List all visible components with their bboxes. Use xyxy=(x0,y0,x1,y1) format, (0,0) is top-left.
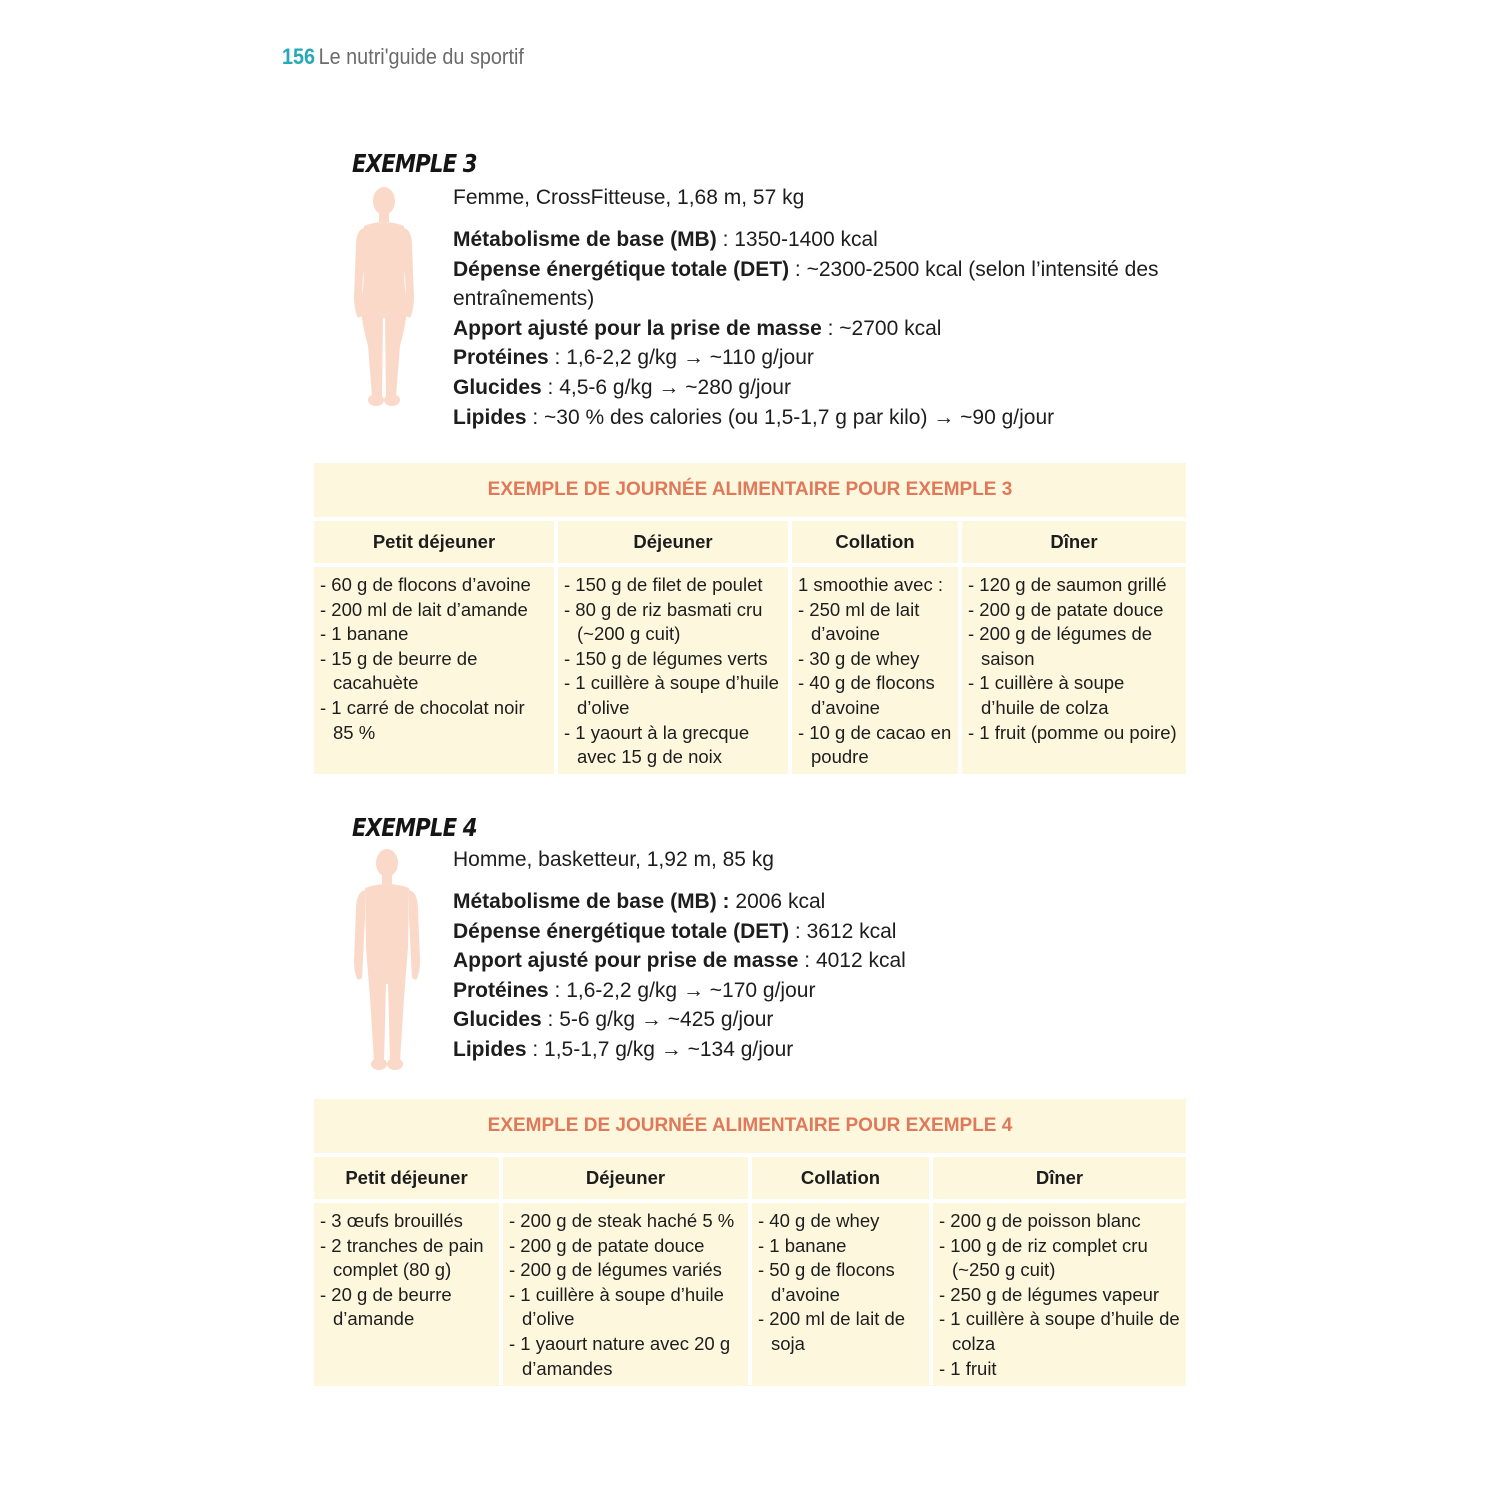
stat-label: Protéines xyxy=(453,978,549,1002)
stat-label: Protéines xyxy=(453,346,549,370)
stat-value: : 4012 kcal xyxy=(798,949,906,973)
meal-table-example-3 xyxy=(314,463,1186,774)
stat-line xyxy=(453,403,1193,433)
list-item: - 200 g de patate douce xyxy=(968,598,1164,620)
stat-line xyxy=(453,314,1193,344)
meal-column-dinner xyxy=(933,1157,1186,1385)
profile-info xyxy=(453,183,1193,432)
stat-value: : 3612 kcal xyxy=(789,919,897,943)
stat-line xyxy=(453,225,1193,255)
stat-label: Métabolisme de base (MB) xyxy=(453,228,717,251)
stat-value: : 1350-1400 kcal xyxy=(716,228,878,251)
list-item: - 200 g de steak haché 5 % xyxy=(509,1210,735,1231)
column-header: Petit déjeuner xyxy=(314,521,554,567)
stat-value: : 1,5-1,7 g/kg → ~134 g/jour xyxy=(526,1037,794,1061)
list-item: - 100 g de riz complet cru (~250 g cuit) xyxy=(939,1234,1148,1281)
column-header: Collation xyxy=(792,521,958,567)
list-item: - 1 fruit xyxy=(939,1357,997,1379)
list-item: - 1 carré de chocolat noir 85 % xyxy=(320,696,525,743)
list-item: - 1 banane xyxy=(758,1234,847,1256)
list-item: - 1 yaourt à la grecque avec 15 g de noix xyxy=(564,721,750,768)
list-item: - 200 ml de lait de soja xyxy=(758,1308,906,1354)
list-item: - 10 g de cacao en poudre xyxy=(798,721,952,768)
list-item: - 200 g de poisson blanc xyxy=(939,1210,1141,1231)
stat-line xyxy=(453,1005,1193,1035)
list-item: - 250 g de légumes vapeur xyxy=(939,1283,1160,1305)
stat-line xyxy=(453,917,1193,947)
list-item: - 40 g de whey xyxy=(758,1210,880,1231)
profile-subtitle: Femme, CrossFitteuse, 1,68 m, 57 kg xyxy=(453,186,805,209)
list-item: - 1 yaourt nature avec 20 g d’amandes xyxy=(509,1332,731,1379)
stat-line xyxy=(453,343,1193,373)
stat-value: : ~30 % des calories (ou 1,5-1,7 g par kilo) → ~90 g/jour xyxy=(526,405,1055,429)
meal-table-title: EXEMPLE DE JOURNÉE ALIMENTAIRE POUR EXEMPLE 3 xyxy=(314,463,1186,521)
list-item: - 200 g de légumes de saison xyxy=(968,623,1153,669)
stat-label: Lipides xyxy=(453,405,527,429)
stat-label: Glucides xyxy=(453,1008,542,1032)
list-item: - 120 g de saumon grillé xyxy=(968,574,1167,595)
list-item: - 250 ml de lait d’avoine xyxy=(798,598,920,645)
example-title: EXEMPLE 4 xyxy=(352,813,477,842)
female-body-icon xyxy=(352,186,416,410)
stat-label: Apport ajusté pour la prise de masse xyxy=(453,316,822,340)
list-intro: 1 smoothie avec : xyxy=(798,574,943,595)
stat-label: Lipides xyxy=(453,1037,527,1061)
stat-value: 2006 kcal xyxy=(729,890,826,913)
column-header: Déjeuner xyxy=(558,521,788,567)
list-item: - 40 g de flocons d’avoine xyxy=(798,672,935,718)
stat-value: : 4,5-6 g/kg → ~280 g/jour xyxy=(541,375,791,399)
stat-value: : 1,6-2,2 g/kg → ~110 g/jour xyxy=(548,346,814,370)
list-item: - 150 g de filet de poulet xyxy=(564,574,763,595)
profile-subtitle: Homme, basketteur, 1,92 m, 85 kg xyxy=(453,848,774,871)
list-item: - 2 tranches de pain complet (80 g) xyxy=(320,1234,484,1281)
stat-line xyxy=(453,1035,1193,1065)
list-item: - 200 ml de lait d’amande xyxy=(320,598,528,620)
list-item: - 20 g de beurre d’amande xyxy=(320,1283,452,1330)
example-title: EXEMPLE 3 xyxy=(352,149,477,178)
example-4 xyxy=(352,812,1192,1082)
stat-value: : 1,6-2,2 g/kg → ~170 g/jour xyxy=(548,978,816,1002)
stat-value: : 5-6 g/kg → ~425 g/jour xyxy=(541,1008,774,1032)
list-item: - 150 g de légumes verts xyxy=(564,647,768,669)
stat-value: : ~2300-2500 kcal (selon l’intensité des entraînements) xyxy=(453,257,1159,311)
column-header: Petit déjeuner xyxy=(314,1157,499,1203)
list-item: - 50 g de flocons d’avoine xyxy=(758,1259,895,1305)
meal-column-snack xyxy=(792,521,962,774)
male-body-icon xyxy=(352,848,416,1072)
list-item: - 30 g de whey xyxy=(798,647,920,669)
meal-table-title: EXEMPLE DE JOURNÉE ALIMENTAIRE POUR EXEMPLE 4 xyxy=(314,1099,1186,1157)
column-header: Déjeuner xyxy=(503,1157,748,1203)
stat-line xyxy=(453,887,1193,917)
meal-column-breakfast xyxy=(314,521,558,774)
stat-line xyxy=(453,976,1193,1006)
column-header: Dîner xyxy=(962,521,1186,567)
meal-table-example-4 xyxy=(314,1099,1186,1386)
list-item: - 200 g de légumes variés xyxy=(509,1259,722,1281)
stat-label: Métabolisme de base (MB) : xyxy=(453,890,730,913)
column-header: Dîner xyxy=(933,1157,1186,1203)
stat-line xyxy=(453,373,1193,403)
meal-columns xyxy=(314,521,1186,774)
meal-column-snack xyxy=(752,1157,933,1385)
meal-column-lunch xyxy=(558,521,792,774)
list-item: - 3 œufs brouillés xyxy=(320,1210,463,1231)
list-item: - 1 cuillère à soupe d’huile d’olive xyxy=(564,672,779,718)
stat-label: Glucides xyxy=(453,375,542,399)
stat-line xyxy=(453,255,1193,314)
book-title: Le nutri'guide du sportif xyxy=(318,44,524,69)
list-item: - 1 fruit (pomme ou poire) xyxy=(968,721,1177,743)
example-3 xyxy=(352,148,1192,448)
running-head xyxy=(282,44,524,70)
meal-columns xyxy=(314,1157,1186,1385)
stat-line xyxy=(453,946,1193,976)
list-item: - 15 g de beurre de cacahuète xyxy=(320,647,478,694)
list-item: - 200 g de patate douce xyxy=(509,1234,705,1256)
list-item: - 80 g de riz basmati cru (~200 g cuit) xyxy=(564,598,763,645)
page-number: 156 xyxy=(282,44,316,69)
list-item: - 1 banane xyxy=(320,623,409,645)
meal-column-lunch xyxy=(503,1157,752,1385)
meal-column-breakfast xyxy=(314,1157,503,1385)
list-item: - 1 cuillère à soupe d’huile de colza xyxy=(939,1308,1180,1354)
meal-column-dinner xyxy=(962,521,1186,774)
stat-label: Apport ajusté pour prise de masse xyxy=(453,949,799,973)
profile-info xyxy=(453,845,1193,1065)
stat-label: Dépense énergétique totale (DET) xyxy=(453,257,790,281)
stat-label: Dépense énergétique totale (DET) xyxy=(453,919,790,943)
stat-value: : ~2700 kcal xyxy=(821,316,942,340)
column-header: Collation xyxy=(752,1157,929,1203)
list-item: - 60 g de flocons d’avoine xyxy=(320,574,531,595)
list-item: - 1 cuillère à soupe d’huile d’olive xyxy=(509,1283,724,1330)
list-item: - 1 cuillère à soupe d’huile de colza xyxy=(968,672,1125,718)
